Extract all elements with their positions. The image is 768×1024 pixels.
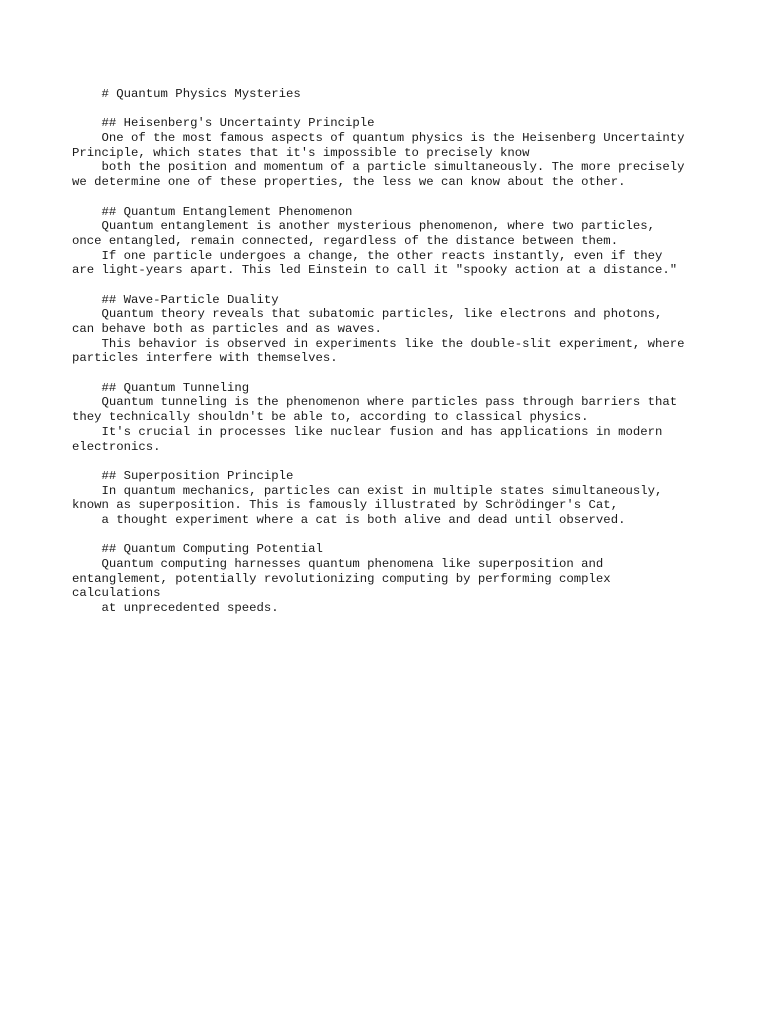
paragraph-line: once entangled, remain connected, regardless of the distance between them. bbox=[72, 233, 619, 248]
paragraph-line: Principle, which states that it's impossible to precisely know bbox=[72, 145, 530, 160]
section-heading: ## Quantum Tunneling bbox=[72, 380, 250, 395]
paragraph-line: known as superposition. This is famously illustrated by Schrödinger's Cat, bbox=[72, 498, 619, 513]
blank-line bbox=[72, 102, 732, 117]
paragraph-line: can behave both as particles and as waves. bbox=[72, 322, 382, 336]
blank-line bbox=[72, 190, 732, 205]
paragraph-line: at unprecedented speeds. bbox=[72, 601, 279, 616]
section-heading: ## Superposition Principle bbox=[72, 468, 294, 483]
paragraph-line: Quantum entanglement is another mysterious phenomenon, where two particles, bbox=[72, 219, 655, 234]
blank-line bbox=[72, 278, 732, 293]
paragraph-line: we determine one of these properties, the less we can know about the other. bbox=[72, 175, 626, 190]
section-heading: ## Wave-Particle Duality bbox=[72, 292, 279, 307]
paragraph-line: a thought experiment where a cat is both alive and dead until observed. bbox=[72, 512, 626, 527]
blank-line bbox=[72, 454, 732, 469]
section-tunneling bbox=[72, 381, 732, 454]
paragraph-line: Quantum theory reveals that subatomic particles, like electrons and photons, bbox=[72, 307, 663, 322]
paragraph-line: One of the most famous aspects of quantum physics is the Heisenberg Uncertainty bbox=[72, 131, 685, 146]
section-heading: ## Quantum Computing Potential bbox=[72, 542, 323, 557]
paragraph-line: entanglement, potentially revolutionizing computing by performing complex bbox=[72, 571, 611, 586]
document-page bbox=[72, 87, 732, 616]
section-heading: ## Quantum Entanglement Phenomenon bbox=[72, 204, 353, 219]
paragraph-line: If one particle undergoes a change, the other reacts instantly, even if they bbox=[72, 248, 663, 263]
paragraph-line: In quantum mechanics, particles can exist in multiple states simultaneously, bbox=[72, 483, 663, 498]
section-superposition bbox=[72, 469, 732, 528]
paragraph-line: This behavior is observed in experiments like the double-slit experiment, where bbox=[72, 336, 685, 351]
paragraph-line: particles interfere with themselves. bbox=[72, 351, 338, 366]
paragraph-line: both the position and momentum of a particle simultaneously. The more precisely bbox=[72, 160, 685, 175]
section-entanglement bbox=[72, 205, 732, 278]
document-title: # Quantum Physics Mysteries bbox=[72, 87, 301, 101]
paragraph-line: It's crucial in processes like nuclear fusion and has applications in modern bbox=[72, 424, 663, 439]
paragraph-line: Quantum computing harnesses quantum phenomena like superposition and bbox=[72, 557, 604, 571]
paragraph-line: are light-years apart. This led Einstein to call it "spooky action at a distance." bbox=[72, 263, 678, 278]
paragraph-line: they technically shouldn't be able to, according to classical physics. bbox=[72, 410, 589, 425]
section-heisenberg bbox=[72, 116, 732, 189]
section-heading: ## Heisenberg's Uncertainty Principle bbox=[72, 116, 375, 131]
paragraph-line: calculations bbox=[72, 586, 161, 601]
blank-line bbox=[72, 528, 732, 543]
blank-line bbox=[72, 366, 732, 381]
section-wave-particle bbox=[72, 293, 732, 366]
paragraph-line: electronics. bbox=[72, 439, 161, 454]
paragraph-line: Quantum tunneling is the phenomenon where particles pass through barriers that bbox=[72, 395, 678, 410]
section-quantum-computing bbox=[72, 542, 732, 615]
